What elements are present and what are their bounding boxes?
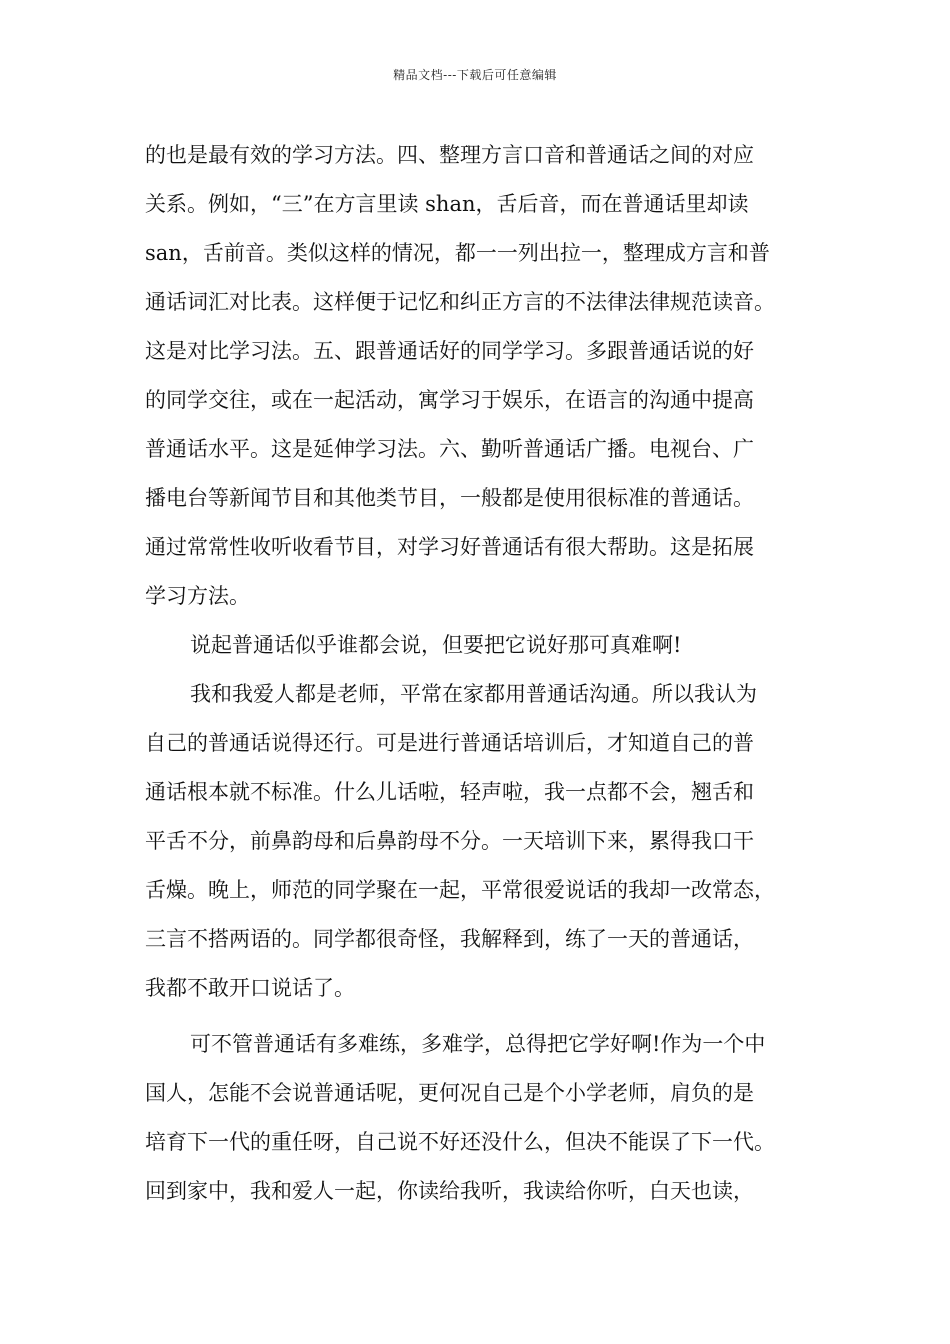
text-line: 回到家中，我和爱人一起，你读给我听，我读给你听，白天也读， — [145, 1179, 754, 1203]
text-line: 培育下一代的重任呀，自己说不好还没什么，但决不能误了下一代。 — [145, 1130, 775, 1154]
text-line: 平舌不分，前鼻韵母和后鼻韵母不分。一天培训下来，累得我口干 — [145, 829, 754, 853]
text-line: san，舌前音。类似这样的情况，都一一列出拉一，整理成方言和普 — [145, 241, 770, 265]
text-line: 普通话水平。这是延伸学习法。六、勤听普通话广播。电视台、广 — [145, 437, 754, 461]
text-line: 的也是最有效的学习方法。四、整理方言口音和普通话之间的对应 — [145, 143, 754, 167]
text-line: 通过常常性收听收看节目，对学习好普通话有很大帮助。这是拓展 — [145, 535, 754, 559]
paragraph-start-line: 说起普通话似乎谁都会说，但要把它说好那可真难啊! — [190, 633, 682, 657]
text-line: 国人，怎能不会说普通话呢，更何况自己是个小学老师，肩负的是 — [145, 1081, 754, 1105]
text-line: 关系。例如，“三”在方言里读 shan，舌后音，而在普通话里却读 — [145, 192, 749, 216]
page-header: 精品文档---下载后可任意编辑 — [393, 68, 557, 82]
paragraph-start-line: 我和我爱人都是老师，平常在家都用普通话沟通。所以我认为 — [190, 682, 757, 706]
text-line: 这是对比学习法。五、跟普通话好的同学学习。多跟普通话说的好 — [145, 339, 754, 363]
text-line: 通话根本就不标准。什么儿话啦，轻声啦，我一点都不会，翘舌和 — [145, 780, 754, 804]
document-body — [145, 131, 825, 1216]
text-line: 学习方法。 — [145, 584, 250, 608]
text-line: 通话词汇对比表。这样便于记忆和纠正方言的不法律法律规范读音。 — [145, 290, 775, 314]
text-line: 播电台等新闻节目和其他类节目，一般都是使用很标准的普通话。 — [145, 486, 754, 510]
text-line: 自己的普通话说得还行。可是进行普通话培训后，才知道自己的普 — [145, 731, 754, 755]
text-line: 我都不敢开口说话了。 — [145, 976, 355, 1000]
text-line: 的同学交往，或在一起活动，寓学习于娱乐，在语言的沟通中提高 — [145, 388, 754, 412]
text-line: 舌燥。晚上，师范的同学聚在一起，平常很爱说话的我却一改常态， — [145, 878, 775, 902]
text-line: 三言不搭两语的。同学都很奇怪，我解释到，练了一天的普通话， — [145, 927, 754, 951]
paragraph-start-line: 可不管普通话有多难练，多难学，总得把它学好啊!作为一个中 — [190, 1032, 766, 1056]
